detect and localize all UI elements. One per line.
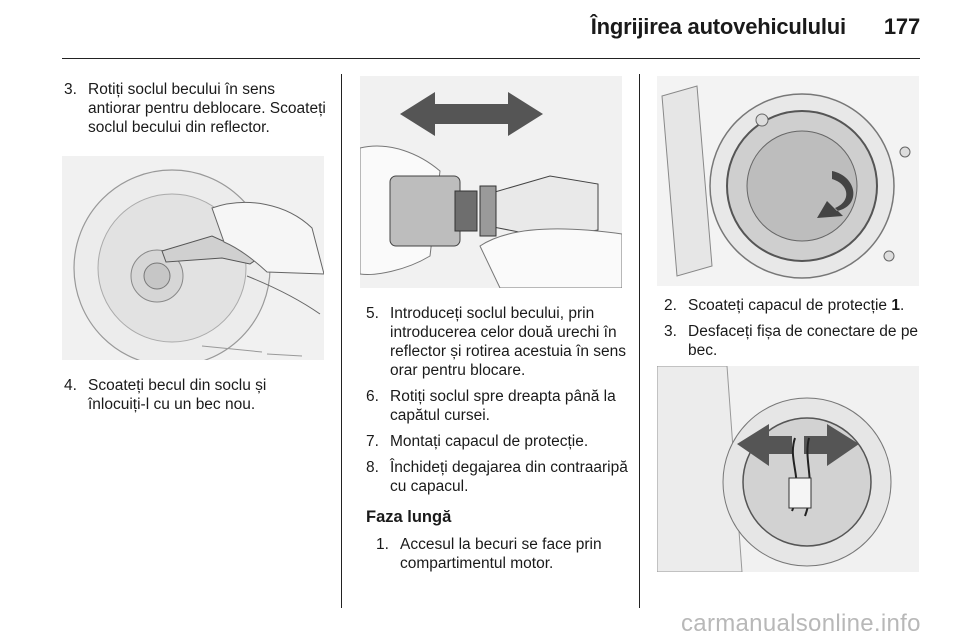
step-3-unlock-socket: 3. Rotiți soclul becului în sens antiorar pentru deblocare. Scoateți soclul becului din reflector. xyxy=(64,81,326,136)
section-heading-high-beam: Faza lungă xyxy=(366,508,452,526)
step-6-rotate-socket: 6. Rotiți soclul spre dreapta până la capătul cursei. xyxy=(366,388,616,424)
step-7-fit-cover: 7. Montați capacul de protecție. xyxy=(366,433,589,450)
arrow-left-icon xyxy=(400,92,472,136)
page-header xyxy=(591,14,920,40)
connector-plug-illustration xyxy=(657,366,919,572)
header-rule xyxy=(62,58,920,59)
high-beam-step-1: 1. Accesul la becuri se face prin compartimentul motor. xyxy=(376,536,602,572)
left-column-lower xyxy=(64,376,326,421)
chapter-title: Îngrijirea autovehiculului xyxy=(590,14,846,39)
column-divider-left xyxy=(341,74,342,608)
left-column xyxy=(64,80,326,144)
bulb-socket-illustration xyxy=(360,76,622,288)
page-number: 177 xyxy=(883,14,920,39)
column-divider-right xyxy=(639,74,640,608)
protective-cover-illustration xyxy=(657,76,919,286)
step-3-disconnect-plug: 3. Desfaceți fișa de conectare de pe bec. xyxy=(664,323,919,359)
bulb-removal-illustration xyxy=(62,156,324,360)
middle-column xyxy=(366,304,628,580)
step-5-insert-socket: 5. Introduceți soclul becului, prin introducerea celor două urechi în reflector și rotirea acestuia în sens orar pentru blocare. xyxy=(366,305,627,379)
watermark: carmanualsonline.info xyxy=(681,610,921,637)
step-2-remove-cover: 2. Scoateți capacul de protecție 1. xyxy=(664,297,905,314)
step-8-close-opening: 8. Închideți degajarea din contraaripă cu capacul. xyxy=(366,459,628,495)
step-4-replace-bulb: 4. Scoateți becul din soclu și înlocuiți-l cu un bec nou. xyxy=(64,377,267,413)
arrow-right-icon xyxy=(471,92,543,136)
right-column xyxy=(664,296,926,367)
part-reference: 1 xyxy=(891,297,900,314)
